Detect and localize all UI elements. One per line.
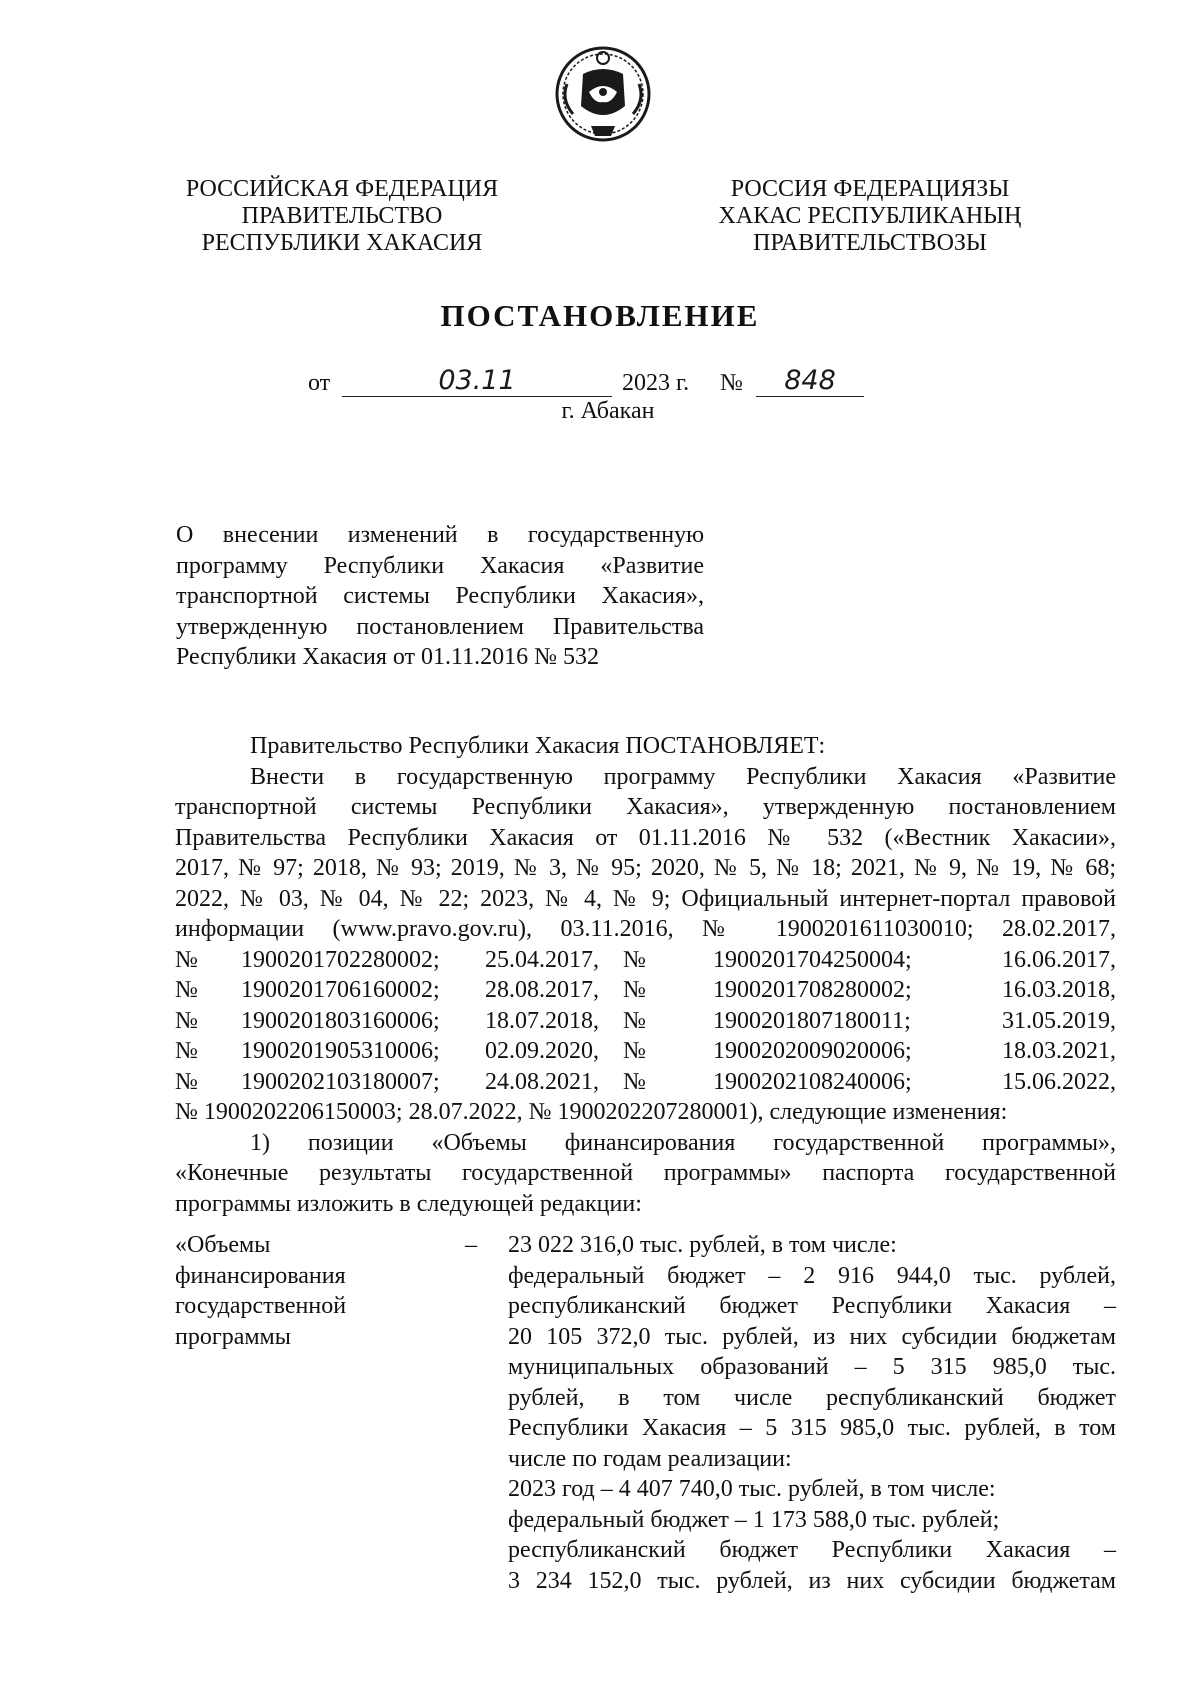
registry-cell: 1900201905310006; [241, 1038, 440, 1064]
number-field [756, 366, 864, 397]
number-label: № [720, 370, 743, 396]
body-line: № 1900202206150003; 28.07.2022, № 1900202207280001), следующие изменения: [175, 1099, 1008, 1125]
body-line: программы изложить в следующей редакции: [175, 1190, 642, 1217]
header-left-line: РЕСПУБЛИКИ ХАКАСИЯ [201, 230, 483, 256]
registry-cell: 1900202108240006; [713, 1068, 912, 1095]
financing-line: рублей, в том числе республиканский бюджет [508, 1384, 1116, 1411]
body-line: информации (www.pravo.gov.ru), 03.11.2016, № 1900201611030010; 28.02.2017, [175, 916, 1116, 942]
header-left [172, 176, 512, 257]
body-line: 2022, № 03, № 04, № 22; 2023, № 4, № 9; Официальный интернет-портал правовой [175, 885, 1116, 912]
registry-row [175, 975, 1116, 1006]
registry-cell: № [623, 1068, 646, 1095]
body-line: 2017, № 97; 2018, № 93; 2019, № 3, № 95; 2020, № 5, № 18; 2021, № 9, № 19, № 68; [175, 855, 1116, 881]
subject-line: О внесении изменений в государственную [176, 522, 704, 548]
registry-row [175, 945, 1116, 976]
financing-label-line: программы [175, 1323, 291, 1350]
header-right [700, 176, 1040, 257]
financing-line: 3 234 152,0 тыс. рублей, из них субсидии бюджетам [508, 1567, 1116, 1594]
registry-cell: 1900202103180007; [241, 1068, 440, 1095]
number-handwritten: 848 [784, 365, 836, 396]
date-handwritten: 03.11 [438, 365, 516, 396]
registry-cell: 15.06.2022, [1002, 1068, 1116, 1095]
registry-cell: 1900202009020006; [713, 1038, 912, 1064]
financing-line: муниципальных образований – 5 315 985,0 тыс. [508, 1354, 1116, 1380]
registry-cell: 02.09.2020, [485, 1038, 599, 1064]
registry-cell: 18.03.2021, [1002, 1038, 1116, 1064]
financing-line: 2023 год – 4 407 740,0 тыс. рублей, в том числе: [508, 1476, 996, 1502]
registry-cell: 16.06.2017, [1002, 946, 1116, 973]
registry-row [175, 1006, 1116, 1037]
body-line: «Конечные результаты государственной программы» паспорта государственной [175, 1160, 1116, 1186]
registry-cell: № [175, 1007, 198, 1034]
registry-cell: № [623, 977, 646, 1003]
coat-of-arms-icon [553, 44, 653, 144]
registry-cell: 1900201803160006; [241, 1007, 440, 1034]
body-line: Внести в государственную программу Республики Хакасия «Развитие [250, 763, 1116, 790]
registry-cell: 16.03.2018, [1002, 977, 1116, 1003]
registry-cell: 1900201708280002; [713, 977, 912, 1003]
subject-line: Республики Хакасия от 01.11.2016 № 532 [176, 644, 600, 670]
header-left-line: РОССИЙСКАЯ ФЕДЕРАЦИЯ [185, 176, 499, 202]
city-label: г. Абакан [561, 398, 655, 424]
registry-cell: 24.08.2021, [485, 1068, 599, 1095]
registry-cell: № [175, 1038, 198, 1064]
registry-cell: 25.04.2017, [485, 946, 599, 973]
financing-line: 20 105 372,0 тыс. рублей, из них субсидии бюджетам [508, 1323, 1116, 1350]
financing-line: федеральный бюджет – 1 173 588,0 тыс. рублей; [508, 1506, 1000, 1533]
preamble: Правительство Республики Хакасия ПОСТАНОВЛЯЕТ: [250, 733, 826, 759]
subject-line: утвержденную постановлением Правительства [176, 613, 704, 640]
body-line: 1) позиции «Объемы финансирования государственной программы», [250, 1129, 1116, 1156]
registry-row [175, 1067, 1116, 1098]
registry-cell: № [623, 946, 646, 973]
financing-dash: – [465, 1232, 477, 1258]
year-label: 2023 г. [622, 370, 690, 396]
date-field [342, 366, 612, 397]
registry-cell: № [623, 1007, 646, 1034]
financing-line: республиканский бюджет Республики Хакасия – [508, 1293, 1116, 1319]
registry-cell: 1900201704250004; [713, 946, 912, 973]
registry-cell: № [175, 1068, 198, 1095]
header-right-line: ХАКАС РЕСПУБЛИКАНЫҢ [718, 203, 1022, 229]
registry-cell: 28.08.2017, [485, 977, 599, 1003]
body-line: транспортной системы Республики Хакасия», утвержденную постановлением [175, 794, 1116, 820]
financing-label-line: финансирования [175, 1262, 346, 1289]
financing-line: 23 022 316,0 тыс. рублей, в том числе: [508, 1232, 897, 1258]
document-type-title: ПОСТАНОВЛЕНИЕ [440, 298, 760, 333]
header-left-line: ПРАВИТЕЛЬСТВО [241, 203, 443, 229]
registry-cell: № [175, 946, 198, 973]
document-subject [176, 520, 704, 673]
registry-cell: 1900201702280002; [241, 946, 440, 973]
registry-cell: 18.07.2018, [485, 1007, 599, 1034]
header-right-line: РОССИЯ ФЕДЕРАЦИЯЗЫ [730, 176, 1010, 202]
financing-label-line: государственной [175, 1293, 347, 1319]
financing-line: республиканский бюджет Республики Хакасия – [508, 1537, 1116, 1563]
subject-line: программу Республики Хакасия «Развитие [176, 552, 704, 579]
registry-cell: 1900201807180011; [713, 1007, 911, 1034]
registry-row [175, 1036, 1116, 1067]
financing-label-line: «Объемы [175, 1232, 271, 1258]
registry-cell: № [623, 1038, 646, 1064]
registry-cell: 31.05.2019, [1002, 1007, 1116, 1034]
financing-text [508, 1230, 1116, 1596]
registry-cell: 1900201706160002; [241, 977, 440, 1003]
header-right-line: ПРАВИТЕЛЬСТВОЗЫ [753, 230, 987, 256]
document-body [175, 731, 1116, 1219]
subject-line: транспортной системы Республики Хакасия», [176, 583, 704, 609]
financing-label [175, 1230, 455, 1352]
financing-line: Республики Хакасия – 5 315 985,0 тыс. рублей, в том [508, 1415, 1116, 1441]
date-from-label: от [308, 370, 331, 396]
registry-cell: № [175, 977, 198, 1003]
body-line: Правительства Республики Хакасия от 01.11.2016 № 532 («Вестник Хакасии», [175, 824, 1116, 851]
financing-line: числе по годам реализации: [508, 1445, 792, 1472]
financing-line: федеральный бюджет – 2 916 944,0 тыс. рублей, [508, 1262, 1116, 1289]
